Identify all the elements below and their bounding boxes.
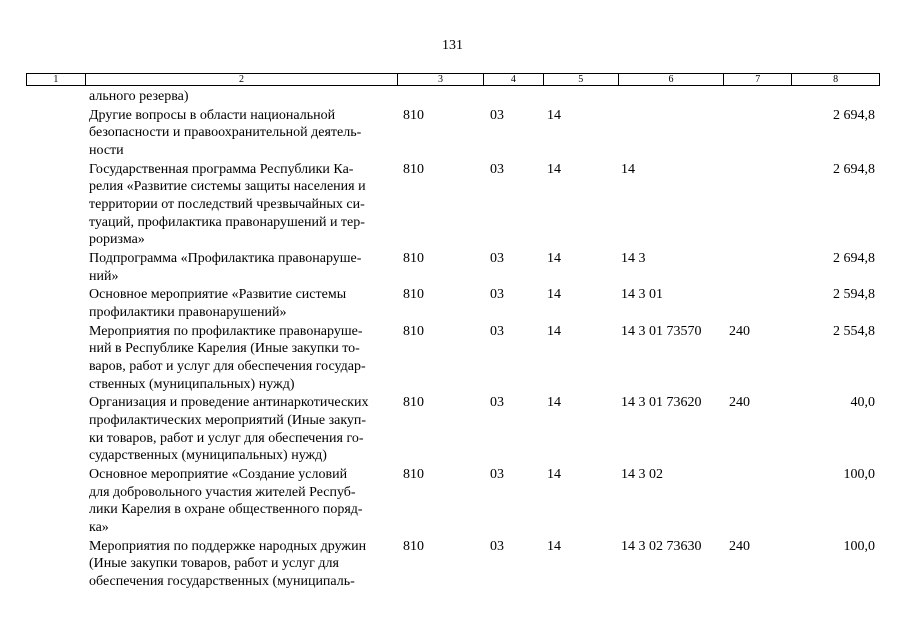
table-body — [0, 88, 905, 592]
col-6-target-article: 14 3 — [621, 250, 646, 266]
col-4-section: 03 — [490, 287, 504, 303]
row-name-line: обеспечения государственных (муниципаль- — [89, 573, 355, 589]
col-5-subsection: 14 — [547, 161, 561, 177]
col-4-section: 03 — [490, 538, 504, 554]
header-col-1: 1 — [27, 74, 86, 85]
row-name-line: территории от последствий чрезвычайных си- — [89, 196, 365, 212]
col-4-section: 03 — [490, 323, 504, 339]
col-3-code: 810 — [403, 323, 424, 339]
row-name-line: туаций, профилактика правонарушений и тер- — [89, 214, 365, 230]
col-8-amount: 100,0 — [843, 466, 875, 482]
row-name — [89, 466, 394, 536]
col-3-code: 810 — [403, 161, 424, 177]
table-row — [0, 250, 905, 286]
row-name-line: ний в Республике Карелия (Иные закупки то- — [89, 341, 360, 357]
row-name-line: Другие вопросы в области национальной — [89, 107, 336, 123]
row-name-line: безопасности и правоохранительной деятель- — [89, 125, 362, 141]
row-name-line: ки товаров, работ и услуг для обеспечения го- — [89, 430, 364, 446]
row-name — [89, 250, 394, 285]
table-row — [0, 394, 905, 466]
row-name-line: Организация и проведение антинаркотических — [89, 395, 369, 411]
col-6-target-article: 14 3 02 — [621, 466, 663, 482]
row-name — [89, 323, 394, 393]
row-name-line: лики Карелия в охране общественного поряд- — [89, 502, 363, 518]
row-name-line: для добровольного участия жителей Респуб- — [89, 484, 356, 500]
col-6-target-article: 14 3 02 73630 — [621, 538, 702, 554]
table-row — [0, 466, 905, 538]
row-name-line: ка» — [89, 519, 109, 535]
row-name-line: роризма» — [89, 232, 145, 248]
col-8-amount: 2 694,8 — [833, 107, 875, 123]
col-7-expense-type: 240 — [729, 538, 750, 554]
col-3-code: 810 — [403, 466, 424, 482]
table-row — [0, 286, 905, 322]
col-3-code: 810 — [403, 287, 424, 303]
row-name — [89, 394, 394, 464]
row-name-line: Государственная программа Республики Ка- — [89, 161, 354, 177]
col-5-subsection: 14 — [547, 287, 561, 303]
row-name-line: Подпрограмма «Профилактика правонаруше- — [89, 250, 362, 266]
col-7-expense-type: 240 — [729, 395, 750, 411]
header-col-5: 5 — [544, 74, 619, 85]
col-3-code: 810 — [403, 250, 424, 266]
table-row — [0, 107, 905, 161]
row-name-line: Мероприятия по профилактике правонаруше- — [89, 323, 363, 339]
col-6-target-article: 14 — [621, 161, 635, 177]
row-name-line: ности — [89, 142, 124, 158]
col-8-amount: 40,0 — [850, 395, 875, 411]
col-8-amount: 2 554,8 — [833, 323, 875, 339]
page-number: 131 — [442, 38, 463, 53]
row-name — [89, 107, 394, 160]
row-name-line: профилактики правонарушений» — [89, 304, 287, 320]
col-5-subsection: 14 — [547, 323, 561, 339]
row-name-line: ний» — [89, 268, 119, 284]
col-5-subsection: 14 — [547, 395, 561, 411]
row-name-line: сударственных (муниципальных) нужд) — [89, 448, 327, 464]
col-5-subsection: 14 — [547, 466, 561, 482]
row-name-line: Основное мероприятие «Создание условий — [89, 466, 348, 482]
row-name-line: Мероприятия по поддержке народных дружин — [89, 538, 367, 554]
col-5-subsection: 14 — [547, 538, 561, 554]
header-col-2: 2 — [86, 74, 398, 85]
col-6-target-article: 14 3 01 73570 — [621, 323, 702, 339]
col-8-amount: 2 694,8 — [833, 161, 875, 177]
row-name-line: Основное мероприятие «Развитие системы — [89, 287, 347, 303]
col-8-amount: 2 694,8 — [833, 250, 875, 266]
row-name-line: релия «Развитие системы защиты населения и — [89, 179, 366, 195]
table-header — [26, 73, 880, 86]
col-4-section: 03 — [490, 161, 504, 177]
row-name-line: варов, работ и услуг для обеспечения государ- — [89, 358, 366, 374]
col-3-code: 810 — [403, 107, 424, 123]
table-row — [0, 538, 905, 592]
header-col-8: 8 — [833, 74, 839, 85]
col-6-target-article: 14 3 01 73620 — [621, 395, 702, 411]
row-name — [89, 88, 394, 106]
row-name-line: профилактических мероприятий (Иные закуп- — [89, 412, 367, 428]
table-row — [0, 323, 905, 395]
header-col-7: 7 — [724, 74, 792, 85]
row-name — [89, 286, 394, 321]
col-6-target-article: 14 3 01 — [621, 287, 663, 303]
row-name-line: (Иные закупки товаров, работ и услуг для — [89, 556, 339, 572]
col-4-section: 03 — [490, 395, 504, 411]
col-4-section: 03 — [490, 107, 504, 123]
col-5-subsection: 14 — [547, 250, 561, 266]
table-row — [0, 88, 905, 107]
header-col-6: 6 — [619, 74, 725, 85]
col-3-code: 810 — [403, 395, 424, 411]
col-4-section: 03 — [490, 250, 504, 266]
row-name — [89, 538, 394, 591]
row-name — [89, 161, 394, 249]
header-col-3: 3 — [398, 74, 484, 85]
col-4-section: 03 — [490, 466, 504, 482]
row-name-line: ственных (муниципальных) нужд) — [89, 376, 295, 392]
table-row — [0, 161, 905, 250]
col-7-expense-type: 240 — [729, 323, 750, 339]
header-col-4: 4 — [484, 74, 544, 85]
col-8-amount: 100,0 — [843, 538, 875, 554]
row-name-line: ального резерва) — [89, 89, 189, 104]
col-3-code: 810 — [403, 538, 424, 554]
col-5-subsection: 14 — [547, 107, 561, 123]
col-8-amount: 2 594,8 — [833, 287, 875, 303]
